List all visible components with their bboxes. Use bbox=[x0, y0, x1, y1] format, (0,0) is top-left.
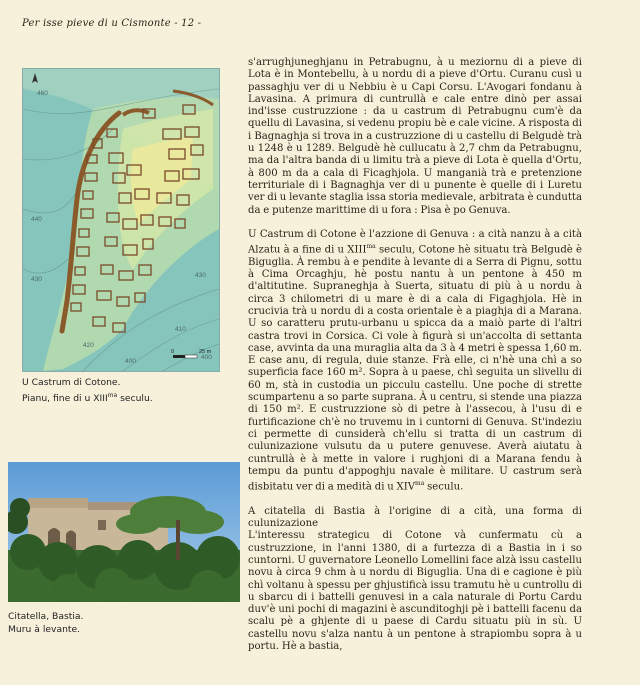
running-header: Per isse pieve di u Cismonte - 12 - bbox=[22, 18, 202, 29]
section-heading: A citatella di Bastia à l'origine di a cità, una forma di culunizazione bbox=[248, 505, 582, 530]
contour-label: 460 bbox=[37, 90, 48, 97]
contour-label: 420 bbox=[83, 342, 94, 349]
scale-label-25m: 25 m bbox=[199, 349, 212, 355]
contour-label: 440 bbox=[31, 216, 42, 223]
scale-label-zero: 0 bbox=[171, 349, 175, 355]
article-body bbox=[248, 57, 582, 653]
citadel-photo bbox=[8, 462, 240, 602]
contour-label: 410 bbox=[175, 326, 186, 333]
contour-label: 430 bbox=[31, 276, 42, 283]
contour-label: 430 bbox=[195, 272, 206, 279]
paragraph: s'arrughjuneghjanu in Petrabugnu, à u meziornu di a pieve di Lota è in Montebellu, à u nordu di a pieve d'Ortu. Curanu cusì u passaghju ver di u Nebbiu è u Capi Corsu. L'Avogari fondanu à Lavasina. A primura di cuntrullà e cale entre dinò per assai ind'isse custruzzione : da u castrum di Petrabugnu cum'è da quellu di Lavasina, si vedenu propiu bè e cale vicine. A risposta di i Bagnaghja si trova in a custruzzione di u castellu di Belgudè trà u 1248 è u 1289. Belgudè hè cullucatu à 2,7 chm da Petrabugnu, ma da l'altra banda di u limitu trà a pieve di Lota è quella d'Ortu, à 800 m da a cala di Ficaghjola. U manganià trà e pretenzione territuriale di i Bagnaghja ver di u punente è quelle di i Luretu ver di u levante staglia issa storia medievale, arbitrata è cundutta da e putenze marittime di u fora : Pisa è po Genuva. bbox=[248, 57, 582, 216]
paragraph: L'interessu strategicu di Cotone và cunfermatu cù a custruzzione, in l'anni 1380, di a furtezza di a Bastia in i so cuntorni. U guvernatore Leonello Lomellini face alzà issu castellu novu à circa 9 chm à u nordu di Biguglia. Una di e cagione è più chì voltanu à spessu per ghjustificà issu tramutu hè u cuntrollu di u sbarcu di i battelli genuvesi in a cala naturale di Portu Cardu duv'è uni pochi di magazini è ascunditoghji pè i battelli facenu da scalu pè a ghjente di u paese di Cardu situatu più in sù. U castellu novu s'alza nantu à un pentone à strapiombu sopra à u portu. Hè a bastia, bbox=[248, 530, 582, 653]
map-caption-line2: Pianu, fine di u $XIII^{ma}$ seculu. bbox=[22, 392, 153, 405]
contour-label: 400 bbox=[201, 354, 212, 361]
photo-caption bbox=[8, 610, 83, 636]
castrum-map bbox=[22, 68, 220, 372]
paragraph: U Castrum di Cotone è l'azzione di Genuva : a cità nanzu à a cità Alzatu à a fine di u $XIII^{ma}$ seculu, Cotone hè situatu trà Belgudè è Biguglia. À rembu à e pendite à levante di a Serra di Pignu, sottu à Cima Orcaghju, hè postu nantu à un pentone à 450 m d'altitutine. Supraneghja à Suerta, situatu di più à u nordu à circa 3 chilometri di u mare è di a cala di Figaghjola. Hè in crucivia trà u nordu di a costa orientale è a piaghja di a Marana. U so caratteru prutu-urbanu u spicca da a maiò parte di l'altri castra trovi in Corsica. Ci vole à figurà si un'accolta di settanta case, avvinta da una muraglia alta da 3 à 4 metri è spessa 1,60 m. E case anu, di regula, duie stanze. Frà elle, ci n'hè una chì a so superficia face 160 m². Sopra à u paese, chì seguita un slivellu di 60 m, stà in custodia un picculu castellu. Une poche di strette scumpartenu a so parte suprana. À u centru, si stende una piazza di 150 m². E custruzzione sò di petre à l'assecou, à l'usu di e furtificazione ch'è no truvemu in i cuntorni di Genuva. St'indeziu ci permette di cunsiderà ch'ellu si tratta di un castrum di culunizazione vulsutu da u putere genuvese. Averà aiutatu à cuntrullà è à mette in valore i rughjoni di a Marana fendu à tempu da puntu d'appoghju navale è militare. U castrum serà disbitatu ver di a medità di u $XIV^{ma}$ seculu. bbox=[248, 228, 582, 493]
map-caption-line1: U Castrum di Cotone. bbox=[22, 377, 121, 388]
photo-caption-line2: Muru à levante. bbox=[8, 624, 81, 635]
map-caption bbox=[22, 376, 153, 405]
contour-label: 400 bbox=[125, 358, 136, 365]
photo-caption-line1: Citatella, Bastia. bbox=[8, 611, 84, 622]
